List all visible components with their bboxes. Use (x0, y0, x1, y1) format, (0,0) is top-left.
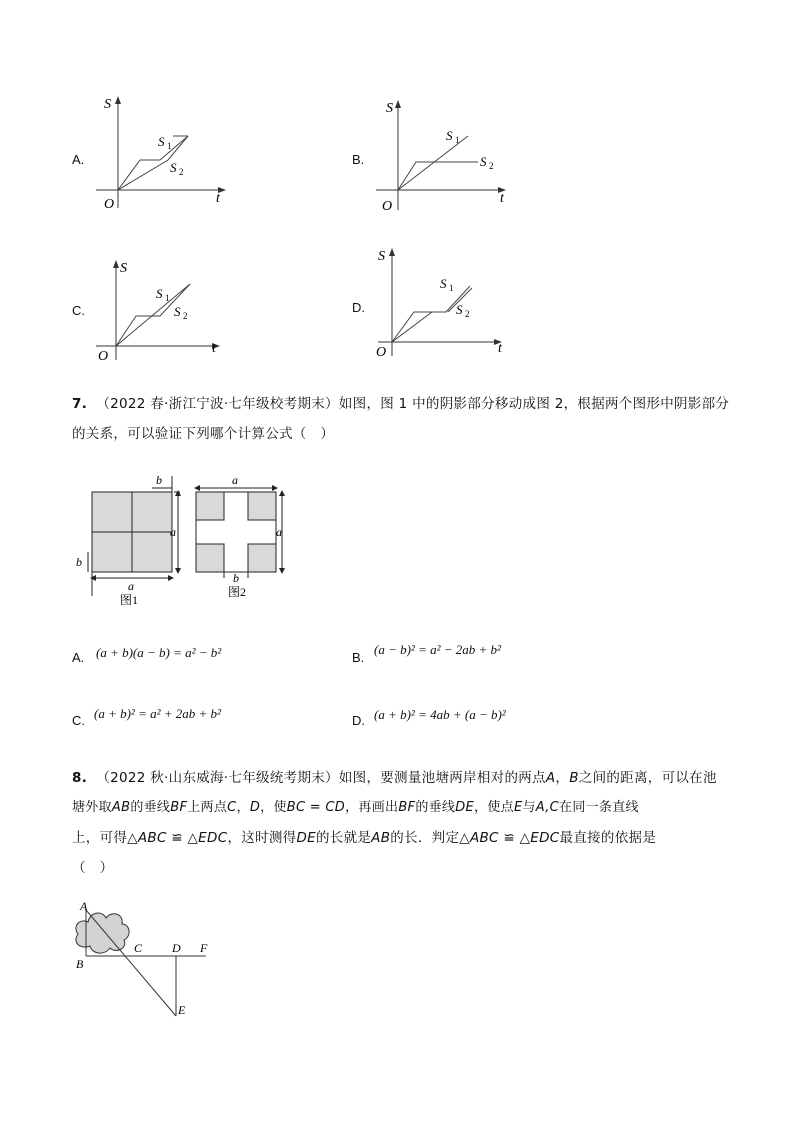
label-s2: S (170, 160, 177, 175)
label-s1: S (156, 286, 163, 301)
fig1-label-b-top: b (156, 473, 162, 487)
axis-t: t (216, 191, 220, 206)
point-d: D (172, 941, 181, 955)
label-s2: S (174, 304, 181, 319)
svg-text:2: 2 (489, 161, 494, 171)
fig2-label-b-bottom: b (233, 571, 239, 585)
origin-o: O (376, 345, 387, 360)
svg-text:1: 1 (167, 141, 172, 151)
fig2-label-a-right: a (276, 525, 282, 539)
q7-option-b-label[interactable]: B. (352, 650, 365, 665)
point-c: C (134, 941, 143, 955)
axis-t: t (500, 191, 504, 206)
axis-s: S (378, 249, 385, 264)
label-s1: S (446, 128, 453, 143)
q6-option-d-label[interactable]: D. (352, 300, 365, 315)
q6-graph-c (88, 250, 238, 362)
fig1-label-a-bottom: a (128, 579, 134, 593)
svg-text:1: 1 (165, 293, 170, 303)
q7-number: 7. (72, 396, 88, 412)
svg-text:2: 2 (183, 311, 188, 321)
q8-answer-paren: （ ） (72, 860, 114, 876)
q6-option-b-label[interactable]: B. (352, 152, 365, 167)
q8-source: （2022 秋·山东威海·七年级统考期末） (96, 770, 339, 786)
q7-line1: 如图，图 1 中的阴影部分移动成图 2，根据两个图形中阴影部分 (338, 396, 730, 412)
fig2-caption: 图2 (228, 585, 247, 599)
fig1-label-a-right: a (170, 525, 176, 539)
origin-o: O (98, 349, 109, 362)
origin-o: O (104, 197, 115, 212)
svg-text:2: 2 (179, 167, 184, 177)
q7-option-b-formula: (a − b)² = a² − 2ab + b² (374, 642, 501, 657)
origin-o: O (382, 199, 393, 214)
q6-option-a-label[interactable]: A. (72, 152, 85, 167)
label-s2: S (480, 154, 487, 169)
axis-t: t (212, 341, 216, 356)
point-f: F (200, 941, 208, 955)
fig2-label-a-top: a (232, 473, 238, 487)
q6-option-c-label[interactable]: C. (72, 303, 85, 318)
q7-option-c-label[interactable]: C. (72, 713, 85, 728)
fig1-label-b-left: b (76, 555, 82, 569)
q6-graph-a (88, 90, 238, 220)
axis-s: S (104, 97, 111, 112)
fig1-caption: 图1 (120, 593, 139, 607)
point-e: E (178, 1003, 186, 1017)
q7-option-d-formula: (a + b)² = 4ab + (a − b)² (374, 707, 506, 722)
q8-number: 8. (72, 770, 88, 786)
q6-graph-d (370, 240, 520, 365)
q7-figures (70, 468, 300, 608)
q7-line2: 的关系，可以验证下列哪个计算公式（ ） (72, 426, 335, 442)
q8-figure (66, 896, 226, 1020)
svg-text:1: 1 (455, 135, 460, 145)
q7-option-a-formula: (a + b)(a − b) = a² − b² (96, 645, 222, 660)
q8-text: 8. （2022 秋·山东威海·七年级统考期末）如图，要测量池塘两岸相对的两点A，B之间的距离，可以在池 塘外取AB的垂线BF上两点C，D，使BC = CD，再画出BF的垂线DE，使点E与A,C在同一条直线 上，可得△ABC ≌ △EDC，这时测得DE的长就是AB的长．判定△ABC ≌ △EDC最直接的依据是 （ ） (72, 770, 717, 876)
axis-s: S (386, 101, 393, 116)
axis-s: S (120, 261, 127, 276)
point-a: A (80, 899, 88, 913)
label-s1: S (158, 134, 165, 149)
q7-option-c-formula: (a + b)² = a² + 2ab + b² (94, 706, 221, 721)
axis-t: t (498, 341, 502, 356)
label-s1: S (440, 276, 447, 291)
q7-option-a-label[interactable]: A. (72, 650, 85, 665)
q7-text (72, 389, 732, 449)
q7-option-d-label[interactable]: D. (352, 713, 365, 728)
q6-graph-b (368, 92, 518, 220)
point-b: B (76, 957, 84, 971)
svg-text:2: 2 (465, 309, 470, 319)
label-s2: S (456, 302, 463, 317)
svg-text:1: 1 (449, 283, 454, 293)
q7-source: （2022 春·浙江宁波·七年级校考期末） (96, 396, 339, 412)
